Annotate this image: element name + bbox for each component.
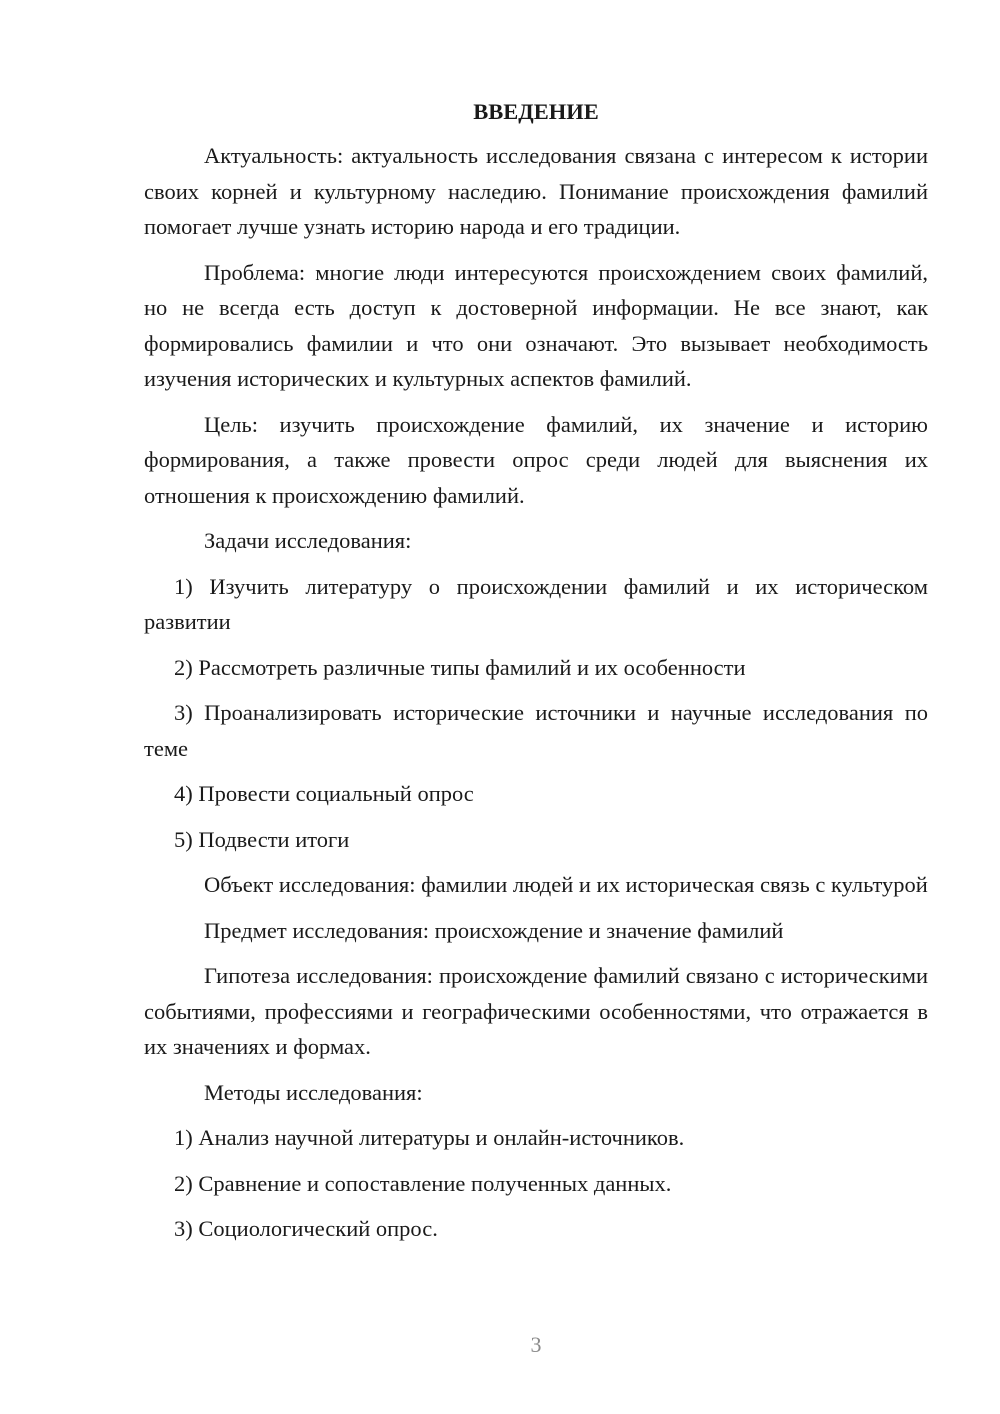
- task-item: 1) Изучить литературу о происхождении фамилий и их историческом развитии: [144, 573, 928, 634]
- object-paragraph: Объект исследования: фамилии людей и их историческая связь с культурой: [204, 872, 928, 897]
- method-item: 1) Анализ научной литературы и онлайн-источников.: [174, 1125, 685, 1150]
- goal-paragraph: Цель: изучить происхождение фамилий, их значение и историю формирования, а также провести опрос среди людей для выяснения их отношения к происхождению фамилий.: [144, 411, 928, 508]
- page-title: ВВЕДЕНИЕ: [473, 99, 599, 124]
- task-item: 4) Провести социальный опрос: [174, 781, 474, 806]
- method-item: 3) Социологический опрос.: [174, 1216, 438, 1241]
- relevance-paragraph: Актуальность: актуальность исследования связана с интересом к истории своих корней и культурному наследию. Понимание происхождения фамилий помогает лучше узнать историю народа и его традиции.: [144, 143, 928, 239]
- hypothesis-paragraph: Гипотеза исследования: происхождение фамилий связано с историческими событиями, профессиями и географическими особенностями, что отражается в их значениях и формах.: [144, 963, 928, 1059]
- tasks-heading: Задачи исследования:: [204, 528, 412, 553]
- document-page: [144, 94, 928, 1257]
- method-item: 2) Сравнение и сопоставление полученных данных.: [174, 1170, 672, 1196]
- task-item: 3) Проанализировать исторические источники и научные исследования по теме: [144, 700, 928, 761]
- task-item: 5) Подвести итоги: [174, 826, 350, 852]
- task-item: 2) Рассмотреть различные типы фамилий и их особенности: [174, 654, 746, 680]
- subject-paragraph: Предмет исследования: происхождение и значение фамилий: [204, 917, 784, 943]
- methods-heading: Методы исследования:: [204, 1079, 423, 1105]
- page-number: 3: [530, 1332, 542, 1357]
- problem-paragraph: Проблема: многие люди интересуются происхождением своих фамилий, но не всегда есть доступ к достоверной информации. Не все знают, как формировались фамилии и что они означают. Это вызывает необходимость изучения исторических и культурных аспектов фамилий.: [144, 259, 928, 391]
